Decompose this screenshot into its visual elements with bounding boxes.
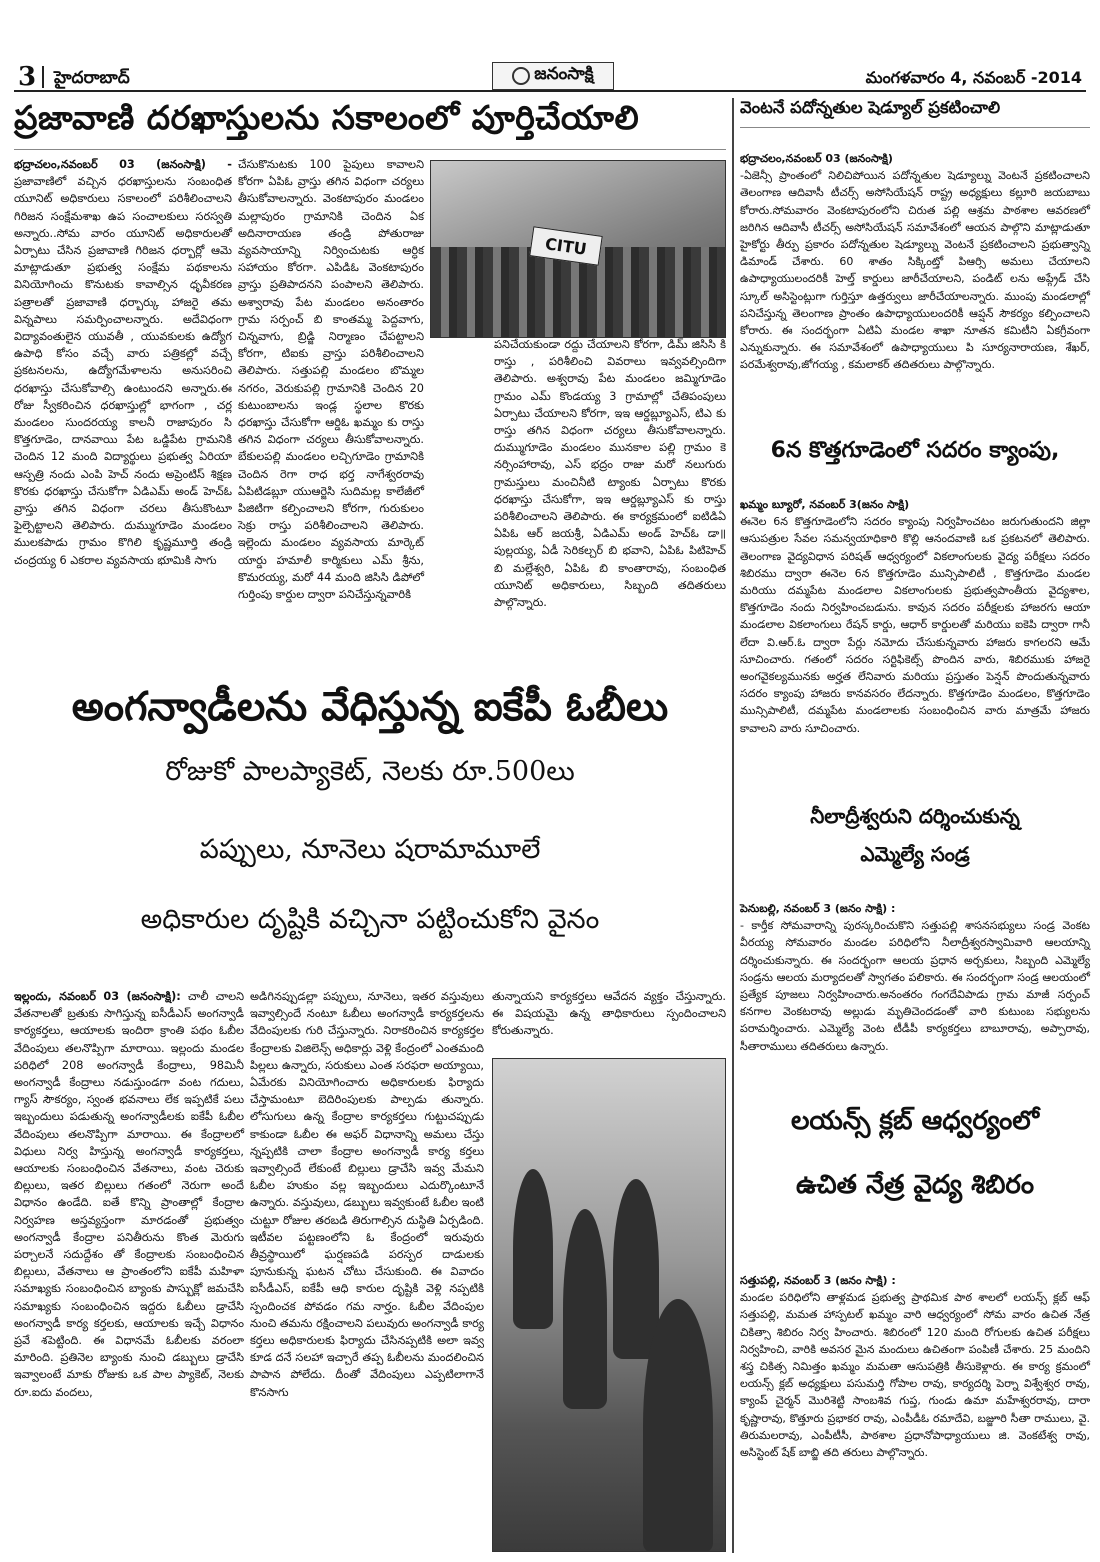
story-dateline: భద్రాచలం,నవంబర్ 03 (జనంసాక్షి) - bbox=[14, 158, 232, 171]
subheadline-3: అధికారుల దృష్టికి వచ్చినా పట్టించుకోని వైనం bbox=[140, 904, 600, 935]
photo-banner: CITU bbox=[529, 226, 602, 265]
right-story3-headline-2: ఎమ్మెల్యే సండ్ర bbox=[860, 842, 970, 866]
logo-text: జనంసాక్షి bbox=[534, 64, 594, 84]
story-text: చాలీ చాలని వేతనాలతో బ్రతుకు సాగిస్తున్న ఐసీడీఎస్ అంగన్వాడీ కార్యకర్తలు, ఆయాలకు ఇందిరా క్రాంతి పథం ఓబీల వేదింపులు తలనొప్పిగా మారాయి. ఇల్లందు మండల పరిధిలో 208 అంగన్వాడీ కేంద్రాలు, 98మినీ అంగన్వాడీ కేంద్రాలు నడుస్తుండగా వంట గదులు, గ్యాస్ సౌకర్యం, స్వంత భవనాలు లేక ఇప్పటికే పలు ఇబ్బందులు పడుతున్న అంగన్వాడీలకు ఐకేపీ ఓబీల వేదింపులు తలనొప్పిగా మారాయి. ఈ కేంద్రాలలో విధులు నిర్వ హిస్తున్న అంగన్వాడీ కార్యకర్తలు, ఆయాలకు సంబంధించిన వేతనాలు, వంట చెరుకు బిల్లులు, ఇతర బిల్లులు గతంలో నెరుగా అందే విధానం ఉండేది. ఐతే కొన్ని ప్రాంతాల్లో కేంద్రాల నిర్వహణ అస్తవ్యస్తంగా మారడంతో ప్రభుత్వం అంగన్వాడీ కేంద్రాల పనితీరును కొంత మెరుగు పర్చాలనే సదుద్దేశం తో కేంద్రాలకు సంబంధించిన బిల్లులు, వేతనాలు ఆ ప్రాంతంలోని ఐకేపీ మహిళా సమాఖ్యకు సంబంధించిన బ్యాంకు పాస్బుక్లో జమచేసి సమాఖ్యకు సంబంధించిన ఇద్దరు ఓబీలు డ్రాచేసి అంగన్వాడీ కార్య కర్తలకు, ఆయాలకు ఇచ్చే విధానం ప్రవే శపెట్టింది. ఈ విధానమే ఓబీలకు వరంలా మారింది. ప్రతినెల బ్యాంకు నుంచి డబ్బులు డ్రాచేసి ఇవ్వాలంటే మాకు రోజుకు ఒక పాల ప్యాకెట్, నెలకు రూ.ఐదు వందలు, bbox=[14, 990, 245, 1399]
story-dateline: భద్రాచలం,నవంబర్ 03 (జనంసాక్షి) bbox=[740, 152, 893, 165]
story-text: ఈనెల 6న కొత్తగూడెంలోని సదరం క్యాంపు నిర్వహించటం జరుగుతుందని జిల్లా ఆసుపత్రుల సేవల సమన్వయాధికారి కొల్లి ఆనందవాణి ఒక ప్రకటనలో తెలిపారు. తెలంగాణ వైద్యవిధాన పరిషత్ ఆధ్వర్యంలో వికలాంగులకు వైద్య పరీక్షలు సదరం శిబిరము ద్వారా ఈనెల 6న కొత్తగూడెం మున్సిపాలిటీ , కొత్తగూడెం మండల మరియు దమ్మపేట మండలాల వికలాంగులకు ప్రభుత్వపాంతీయ వైద్యశాల, కొత్తగూడెం నందు నిర్వహించబడును. కావున సదరం పరీక్షలకు హాజరగు ఆయా మండలాల వికలాంగులు రేషన్ కార్డు, ఆధార్ కార్డులతో మరియు ఐకెపి ద్వారా గానీ లేదా వి.ఆర్.ఓ ద్వారా పేర్లు నమోదు చేసుకున్నవారు హాజరు కాగలరని ఆమే సూచించారు. గతంలో సదరం సర్టిఫికెట్స్ పొందిన వారు, శిబిరముకు హాజరై అంగవైకల్యమునకు అర్హత లేనివారు మరియు ప్రస్తుతం పెన్షన్ పొందుతున్నవారు సదరం క్యాంపు హాజరు కానవసరం లేదన్నారు. కొత్తగూడెం మండలం, కొత్తగూడెం మున్సిపాలిటీ, దమ్మపేట మండలాలకు సంబంధించిన వారు మాత్రమే హాజరు కావాలని వారు సూచించారు. bbox=[740, 515, 1090, 735]
story-text: -ఏజెన్సీ ప్రాంతంలో నిలిచిపోయిన పదోన్నతుల షెడ్యూల్ను వెంటనే ప్రకటించాలని తెలంగాణ ఆదివాసీ టీచర్స్ అసోసియేషన్ రాష్ట్ర అధ్యక్షులు కల్లూరి జయబాబు కోరారు.సోమవారం వెంకటాపురంలోని చిరుత పల్లి ఆశ్రమ పాఠశాల ఆవరణలో జరిగిన ఆదివాసీ టీచర్స్ అసోసియేషన్ సమావేశంలో ఆయన పాల్గొని మాట్లాడుతూ హైకోర్టు తీర్పు ప్రకారం పదోన్నతుల షెడ్యూల్ను వెంటనే ప్రకటించాలని ప్రభుత్వాన్ని డిమాండ్ చేశారు. 60 శాతం సిక్కింట్తో పిఆర్సి అమలు చేయాలని ఉపాధ్యాయులందరికీ హెల్త్ కార్డులు జారీచేయాలని, పండిట్ లను అప్గ్రేడ్ చేసి స్కూల్ అసిస్టెంట్లుగా గుర్తిస్తూ ఉత్తర్వులు జారీచేయాలన్నారు. ముంపు మండలాల్లో పనిచేస్తున్న తెలంగాణ ప్రాంతం ఉపాధ్యాయులందరికీ ఆప్షన్ సౌకర్యం కల్పించాలని కోరారు. ఈ సందర్భంగా ఏటిఏ మండల శాఖా నూతన కమిటీని ఏకగ్రీవంగా ఎన్నుకున్నారు. ఈ సమావేశంలో ఉపాధ్యాయులు పి సూర్యనారాయణ, శేఖర్, పరమేశ్వరావు,జోగయ్య , కమలాకర్ తదితరులు పాల్గొన్నారు. bbox=[740, 169, 1090, 372]
news-photo-anganwadi-rally bbox=[492, 1058, 726, 1552]
story-column-2 bbox=[238, 156, 424, 603]
story-dateline: ఇల్లందు, నవంబర్ 03 (జనంసాక్షి): bbox=[14, 990, 181, 1003]
story-dateline: సత్తుపల్లి, నవంబర్ 3 (జనం సాక్షి) : bbox=[740, 1274, 896, 1287]
masthead-logo bbox=[492, 62, 614, 90]
edition-city: హైదరాబాద్ bbox=[54, 68, 130, 88]
story-column-3 bbox=[494, 336, 726, 611]
story-text: అడిగినప్పుడల్లా పప్పులు, నూనెలు, ఇతర వస్తువులు ఇవ్వాల్సిందే నంటూ ఓబీలు అంగన్వాడీ కార్యకర్తలను వేదింపులకు గురి చేస్తున్నారు. నిరాకరించిన కార్యకర్తల కేంద్రాలకు విజిలెన్స్ అధికార్లు వెళ్లి కేంద్రంలో ఎంతమంది పిల్లలు ఉన్నారు, సరుకులు ఎంత సరఫరా అయ్యాయి, ఏమేరకు వినియోగించారు అధికారులకు ఫిర్యాదు చేస్తామంటూ బెదిరింపులకు పాల్పడు తున్నారు. లోసుగులు ఉన్న కేంద్రాల కార్యకర్తలు గుట్టుచప్పుడు కాకుండా ఓబీల ఈ అఫర్ విధానాన్ని అమలు చేస్తు న్నప్పటికి చాలా కేంద్రాల అంగన్వాడీ కార్య కర్తలు ఇవ్వాల్సిందే లేకుంటే బిల్లులు డ్రాచేసి ఇవ్వ మేమని ఓబీల హుకుం వల్ల ఇబ్బందులు ఎదుర్కొంటూనే ఉన్నారు. వస్తువులు, డబ్బులు ఇవ్వకుంటే ఓబీల ఇంటి చుట్టూ రోజుల తరబడి తిరుగాల్సిన దుస్థితి ఏర్పడింది. ఇటీవల పట్టణంలోని ఓ కేంద్రంలో ఇరువురు తీవ్రస్థాయిలో ఘర్షణపడి పరస్పర దాడులకు పూనుకున్న ఘటన చోటు చేసుకుంది. ఈ వివాదం ఐసీడీఎస్, ఐకేపీ ఆధి కారుల దృష్టికి వెళ్లి నప్పటికి స్పందించక పోవడం గమ నార్హం. ఓబీల వేదింపుల నుంచి తమను రక్షించాలని పలువురు అంగన్వాడీ కార్య కర్తలు అధికారులకు ఫిర్యాదు చేసినప్పటికి అలా ఇవ్వ కూడ దనే సలహా ఇచ్చారే తప్ప ఓబీలను మందలించిన పాపాన పోలేదు. దీంతో వేదింపులు ఎప్పటిలాగానే కొనసాగు bbox=[250, 990, 484, 1399]
right-story1-body bbox=[740, 150, 1090, 374]
issue-date: మంగళవారం 4, నవంబర్ -2014 bbox=[865, 68, 1082, 87]
subheadline-1: రోజుకో పాలప్యాకెట్, నెలకు రూ.500లు bbox=[165, 756, 575, 787]
story-dateline: ఖమ్మం బ్యూరో, నవంబర్ 3(జనం సాక్షి) bbox=[740, 498, 910, 511]
right-story2-body bbox=[740, 496, 1090, 737]
story-prajavani bbox=[14, 98, 726, 676]
right-story4-headline-2: ఉచిత నేత్ర వైద్య శిబిరం bbox=[795, 1170, 1035, 1200]
page-header bbox=[14, 62, 1086, 92]
page-number: 3 bbox=[18, 62, 37, 92]
story-text: మండల పరిధిలోని తాళ్లమడ ప్రభుత్వ ప్రాథమిక పాఠ శాలలో లయన్స్ క్లబ్ ఆఫ్ సత్తుపల్లి, మమత హాస్పటల్ ఖమ్మం వారి ఆధ్వర్యంలో సోమ వారం ఉచిత నేత్ర చికిత్సా శిబిరం నిర్వ హించారు. శిబిరంలో 120 మంది రోగులకు ఉచిత పరీక్షలు నిర్వహించి, వారికి అవసర మైన మందులు ఉచితంగా పంపిణీ చేశారు. 25 మందిని శస్త్ర చికిత్స నిమిత్తం ఖమ్మం మమతా ఆసుపత్రికి తీసుకెళ్లారు. ఈ కార్య క్రమంలో లయన్స్ క్లబ్ అధ్యక్షులు పసుమర్తి గోపాల రావు, కార్యదర్శి పెర్నా విశ్వేశ్వర రావు, క్యాంప్ చైర్మన్ మొరిశెట్టి సాంబశివ గుప్త, గుండు ఉమా మహేశ్వరరావు, దారా కృష్ణారావు, కొత్తూరు ప్రభాకర రావు, ఎంపీడీఓ రమాదేవి, బజ్జూరి సీతా రాములు, వై. తిరుమలరావు, ఎంపీటీసీ, పాఠశాల ప్రధానోపాధ్యాయులు జి. వెంకటేశ్వ రావు, అసిస్టెంట్ షేక్ బాబ్జి తది తరులు పాల్గొన్నారు. bbox=[740, 1291, 1090, 1460]
photo-figure bbox=[513, 1169, 553, 1329]
story-text: తున్నాయని కార్యకర్తలు ఆవేదన వ్యక్తం చేస్తున్నారు. ఈ విషయమై ఉన్న తాధికారులు స్పందించాలని కోరుతున్నారు. bbox=[492, 990, 726, 1038]
story-headline: ప్రజావాణి దరఖాస్తులను సకాలంలో పూర్తిచేయాలి bbox=[14, 98, 726, 150]
story2-column-1 bbox=[14, 988, 244, 1401]
logo-emblem-icon bbox=[512, 67, 530, 85]
story-dateline: పెనుబల్లి, నవంబర్ 3 (జనం సాక్షి) : bbox=[740, 902, 896, 915]
photo-figure bbox=[613, 1179, 659, 1359]
story-text: పనిచేయకుండా రద్దు చేయాలని కోరగా, డిమ్ జిసిసి కి రాస్తు , పరిశీలించి వివరాలు ఇవ్వవల్సిందిగా తెలిపారు. అశ్వరావు పేట మండలం జమ్మిగూడెం గ్రామం ఎమ్ కొండయ్య 3 గ్రామాల్లో చేతిపంపులు ఏర్పాటు చేయాలని కోరగా, ఇఇ ఆర్డబ్ల్యూఎస్, టిఎ కు రాస్తు తగిన విధంగా చర్యలు తీసుకోవాలన్నారు. దుమ్ముగూడెం మండలం మునకాల పల్లి గ్రామం కె నర్సింహారావు, ఎస్ భద్రం రాజు మరో నలుగురు గ్రామస్తులు మంచినీటి ట్యాంకు ఏర్పాటు కొరకు ధరఖాస్తు చేసుకోగా, ఇఇ ఆర్డబ్ల్యూఎస్ కు రాస్తు పరిశీలించాలని తెలిపారు. ఈ కార్యక్రమంలో ఐటిడిఏ ఏపిఓ ఆర్ జయశ్రీ, ఏడిఎమ్ అండ్ హెచ్ఓ డా॥ పుల్లయ్య, ఏడీ సెరికల్చర్ బి భవాని, ఏపిఓ పిటిహెచ్ బి మల్లేశ్వరి, ఏపిఓ బి కాంతారావు, సంబంధిత యూనిట్ అధికారులు, సిబ్బంది తదితరులు పాల్గొన్నారు. bbox=[494, 338, 726, 610]
story2-column-2 bbox=[250, 988, 484, 1401]
story-text: - కార్తీక సోమవారాన్ని పురస్కరించుకొని సత్తుపల్లి శాసనసభ్యులు సండ్ర వెంకట వీరయ్య సోమవారం మండల పరిధిలోని నీలాద్రీశ్వరస్వామివారి ఆలయాన్ని దర్శించుకున్నారు. ఈ సందర్భంగా ఆలయ ప్రధాన అర్చకులు, సిబ్బంది ఎమ్మెల్యే సండ్రను ఆలయ మర్యాదలతో స్వాగతం పలికారు. ఈ సందర్భంగా సండ్ర ఆలయంలో ప్రత్యేక పూజలు నిర్వహించారు.అనంతరం గంగదేవిపాడు గ్రామ మాజీ సర్పంచ్ కనగాల వెంకటరావు అల్లుడు మృతిచెందడంతో వారి కుటుంబ సభ్యులను పరామర్శించారు. ఎమ్మెల్యే వెంట టీడీపీ కార్యకర్తలు బాబూరావు, అప్పారావు, సీతారాములు తదితరులు ఉన్నారు. bbox=[740, 919, 1090, 1053]
right-story4-body bbox=[740, 1272, 1090, 1461]
right-story1-headline: వెంటనే పదోన్నతుల షెడ్యూల్ ప్రకటించాలి bbox=[740, 98, 1090, 128]
right-story3-headline-1: నీలాద్రీశ్వరుని దర్శించుకున్న bbox=[810, 804, 1020, 828]
story-text: ప్రజావాణిలో వచ్చిన ధరఖాస్తులను సంబంధిత యూనిట్ అధికారులు సకాలంలో పరిశీలించాలని గిరిజన సంక్షేమశాఖ ఉప సంచాలకులు సరస్వతి అన్నారు..సోమ వారం యూనిట్ అధికారులతో ఏర్పాటు చేసిన ప్రజావాణి గిరిజన ధర్బార్లో ఆమె మాట్లాడుతూ ప్రభుత్వ సంక్షేమ పథకాలను వినియోగించు కొనుటకు కావాల్సిన ధృవీకరణ పత్రాలతో ప్రజావాణి ధర్బార్కు హాజరై తమ విన్నపాలు సమర్పించాలన్నారు. అదేవిధంగా విద్యావంతులైన యువతీ , యువకులకు ఉద్యోగ ఉపాధి కోసం వచ్చే వారు పత్రికల్లో వచ్చే ప్రకటనలను, ఉద్యోగమేళాలను అనుసరించి ధరఖాస్తు చేసుకోవాల్సి ఉంటుందని అన్నారు.ఈ రోజు స్వీకరించిన ధరఖాస్తుల్లో భాగంగా , చర్ల మండలం సుందరయ్య కాలనీ రాజాపురం సి కొత్తగూడెం, దానవాయి పేట ఒడ్డిపేట గ్రామనికి చెందిన 12 మంది విద్యార్థులు ప్రభుత్వ ఏరియా ఆస్పత్రి నందు ఎంపి హెచ్ నందు అప్రెంటిస్ శిక్షణ కొరకు ధరఖాస్తు చేసుకోగా ఏడిఎమ్ అండ్ హెచ్ఓ వ్రాస్తు తగిన విధంగా చరలు తీసుకొంటూ ఫైల్పెట్టాలని తెలిపారు. దుమ్ముగూడెం మండలం ములకపాడు గ్రామం కొగిలి కృష్ణమూర్తి తండ్రి చంద్రయ్య 6 ఎకరాల వ్యవసాయ భూమికి సాగు bbox=[14, 175, 232, 567]
photo-figure bbox=[563, 1209, 607, 1409]
column-divider bbox=[732, 98, 734, 1553]
main-headline: అంగన్వాడీలను వేధిస్తున్న ఐకేపీ ఓబీలు bbox=[71, 684, 669, 730]
header-divider bbox=[42, 66, 44, 88]
story-text: చేసుకొనుటకు 100 పైపులు కావాలని కోరగా ఏపిఓ వ్రాస్తు తగిన విధంగా చర్యలు తీసుకోవాలన్నారు. వెంకటాపురం మండలం మల్లాపురం గ్రామానికి చెందిన ఏక అదినారాయణ తండ్రి పోతురాజు వ్యవసాయాన్ని నిర్వించుటకు ఆర్ధిక సహాయం కోరగా. ఎపిడిఓ వెంకటాపురం వ్రాస్తు ప్రతిపాదనని పంపాలని తెలిపారు. అశ్వారావు పేట మండలం అనంతారం గ్రామ సర్పంచ్ బి కాంతమ్మ పెద్దవాగు, చిన్నవాగు, బ్రిడ్జి నిర్మాణం చేపట్టాలని కోరగా, టిఐకు వ్రాస్తు పరిశీలించాలని తెలిపారు. సత్తుపల్లి మండలం బొమ్మల నగరం, వెరుకుపల్లి గ్రామానికి చెందిన 20 కుటుంబాలను ఇండ్ల స్థలాల కొరకు ధరఖాస్తు చేసుకోగా ఆర్డిఓ ఖమ్మం కు రాస్తు తగిన విధంగా చర్యలు తీసుకోవాలన్నారు. బేకులపల్లి మండలం లచ్చిగూడెం గ్రామానికి చెందిన రెగా రాధ భర్త నాగేశ్వరరావు ఏపిటిడబ్లూ యుఆర్జెసి సుదిమల్ల కాలేజీలో పిజిటిగా కల్పించాలని కోరగా, గురుకులం సెక్రు రాస్తు పరిశీలించాలని తెలిపారు. ఇల్లెందు మండలం వ్యవసాయ మార్కెట్ యార్డు హమాలీ కార్మికులు ఎమ్ శ్రీను, కొమరయ్య, మరో 44 మంది జిసిసి డిపోలో గుర్తింపు కార్డుల ద్వారా పనిచేస్తున్నవారికి bbox=[238, 158, 424, 602]
photo-figure bbox=[643, 1299, 713, 1552]
right-story4-headline-1: లయన్స్ క్లబ్ ఆధ్వర్యంలో bbox=[790, 1106, 1040, 1136]
story-column-1 bbox=[14, 156, 232, 569]
subheadline-2: పప్పులు, నూనెలు షరామామూలే bbox=[199, 834, 541, 865]
news-photo-protest bbox=[430, 160, 726, 338]
right-story2-headline: 6న కొత్తగూడెంలో సదరం క్యాంపు, bbox=[770, 438, 1060, 463]
story2-column-3 bbox=[492, 988, 726, 1040]
right-story3-body bbox=[740, 900, 1090, 1055]
